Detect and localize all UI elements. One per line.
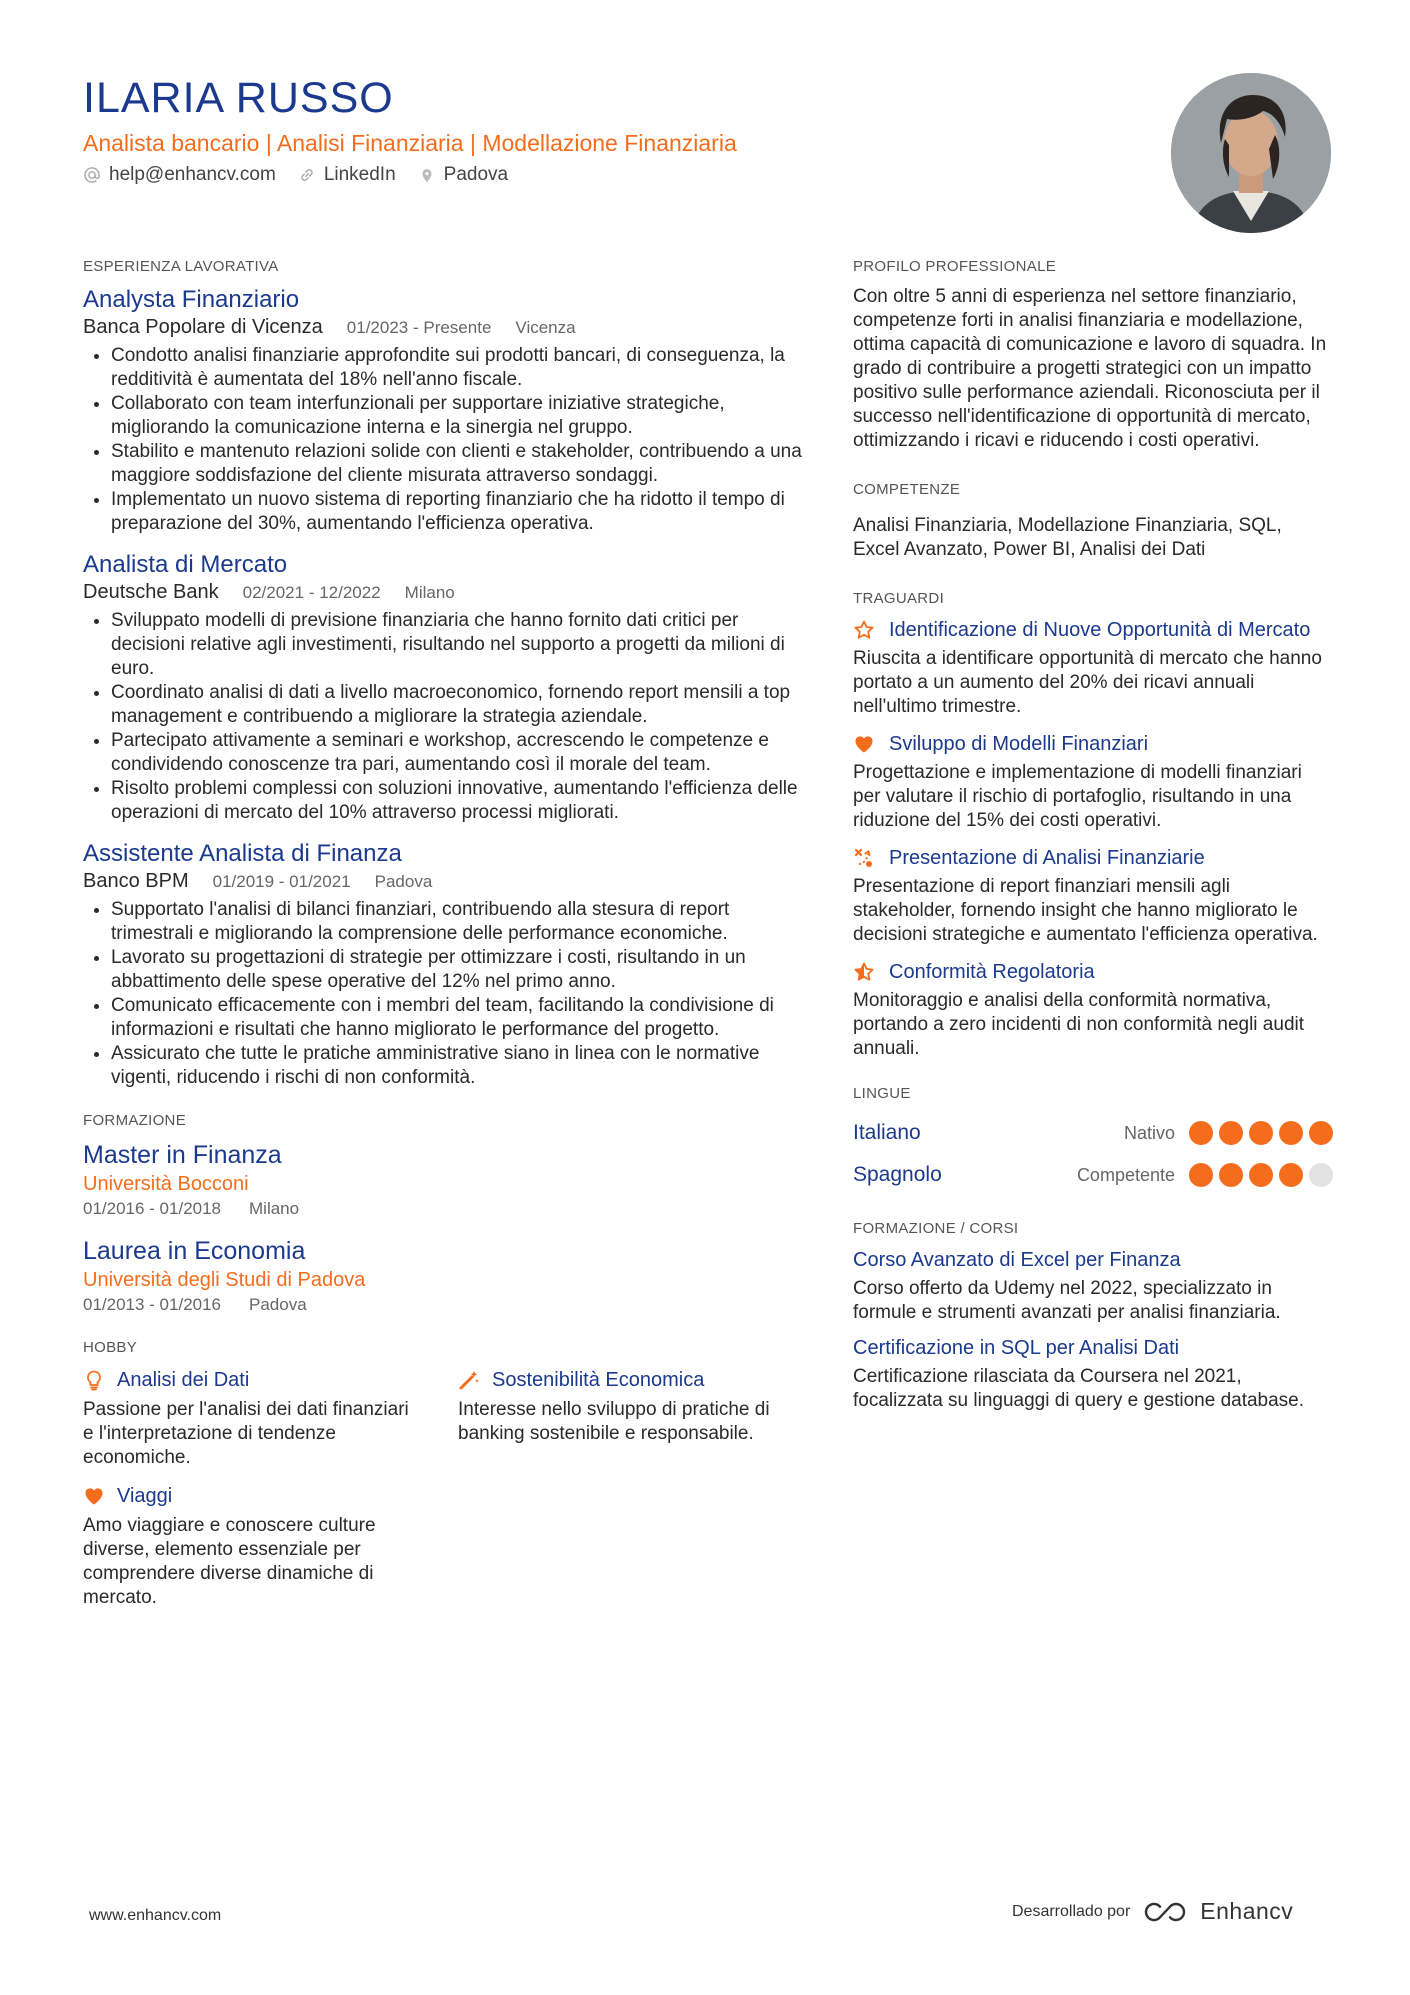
achievement-description: Presentazione di report finanziari mensili agli stakeholder, fornendo insight che hanno migliorato le decisioni strategiche e aumentato l'efficienza operativa. — [853, 876, 1318, 945]
headline: Analista bancario | Analisi Finanziaria | Modellazione Finanziaria — [83, 130, 737, 156]
rating-dot-filled — [1189, 1121, 1213, 1145]
job-bullets — [83, 609, 803, 825]
right-column — [853, 258, 1333, 1423]
language-row — [853, 1154, 1333, 1196]
contact-list — [83, 164, 1143, 186]
education-meta — [83, 1293, 803, 1317]
achievements-section-title: TRAGUARDI — [853, 590, 945, 607]
company-name: Banco BPM — [83, 870, 189, 892]
course-description: Corso offerto da Udemy nel 2022, specializzato in formule e strumenti avanzati per analisi finanziaria. — [853, 1278, 1281, 1323]
education-section-title: FORMAZIONE — [83, 1112, 186, 1129]
star-half-icon — [853, 961, 875, 983]
bullet-item: • Condotto analisi finanziarie approfondite sui prodotti bancari, di conseguenza, la redditività è aumentata del 18% nell'anno fiscale. — [111, 344, 803, 392]
degree-title: Master in Finanza — [83, 1141, 282, 1169]
hobby-description: Interesse nello sviluppo di pratiche di banking sostenibile e responsabile. — [458, 1399, 770, 1444]
at-icon — [83, 166, 101, 184]
bullet-item: • Risolto problemi complessi con soluzioni innovative, aumentando l'efficienza delle operazioni di mercato del 10% attraverso processi migliorati. — [111, 777, 803, 825]
achievement-title: Identificazione di Nuove Opportunità di Mercato — [889, 619, 1311, 641]
course-description: Certificazione rilasciata da Coursera nel 2021, focalizzata su linguaggi di query e gestione database. — [853, 1366, 1305, 1411]
job-dates: 01/2019 - 01/2021 — [212, 872, 351, 891]
achievement-title: Sviluppo di Modelli Finanziari — [889, 733, 1149, 755]
bullet-item: • Partecipato attivamente a seminari e workshop, accrescendo le competenze e condividendo conoscenze tra pari, aumentando così il morale del team. — [111, 729, 803, 777]
education-dates: 01/2016 - 01/2018 — [83, 1199, 222, 1218]
contact-email[interactable] — [83, 164, 276, 186]
education-entry — [83, 1235, 803, 1317]
achievement-description: Progettazione e implementazione di modelli finanziari per valutare il rischio di portafoglio, risultando in una riduzione del 15% dei costi operativi. — [853, 762, 1302, 831]
education-location: Padova — [249, 1295, 307, 1314]
school-name: Università Bocconi — [83, 1173, 249, 1195]
job-entry — [83, 550, 803, 825]
achievement-item — [853, 731, 1333, 833]
degree-title: Laurea in Economia — [83, 1237, 306, 1265]
achievement-description: Riuscita a identificare opportunità di mercato che hanno portato a un aumento del 20% dei ricavi annuali nell'ultimo trimestre. — [853, 648, 1322, 717]
course-item — [853, 1335, 1333, 1413]
bullet-item: • Sviluppato modelli di previsione finanziaria che hanno fornito dati critici per decisioni relative agli investimenti, risultando nel supporto a progetti da milioni di euro. — [111, 609, 803, 681]
job-location: Vicenza — [515, 318, 576, 337]
contact-location — [418, 164, 508, 186]
achievement-item — [853, 959, 1333, 1061]
left-column — [83, 258, 803, 1622]
footer-website[interactable]: www.enhancv.com — [89, 1907, 222, 1924]
rating-dot-filled — [1219, 1163, 1243, 1187]
job-bullets — [83, 344, 803, 536]
candidate-name: ILARIA RUSSO — [83, 74, 394, 122]
languages-section-title: LINGUE — [853, 1085, 911, 1102]
hobby-list — [83, 1366, 803, 1622]
hobby-title: Viaggi — [117, 1485, 173, 1507]
company-name: Deutsche Bank — [83, 581, 219, 603]
language-row — [853, 1112, 1333, 1154]
courses-section-title: FORMAZIONE / CORSI — [853, 1220, 1019, 1237]
achievement-item — [853, 845, 1333, 947]
hobby-item — [83, 1366, 418, 1470]
rating-dot-filled — [1279, 1121, 1303, 1145]
achievement-title: Conformità Regolatoria — [889, 961, 1095, 983]
job-meta — [83, 580, 803, 605]
education-dates: 01/2013 - 01/2016 — [83, 1295, 222, 1314]
contact-linkedin[interactable] — [298, 164, 396, 186]
skills-list: Analisi Finanziaria, Modellazione Finanziaria, SQL, Excel Avanzato, Power BI, Analisi dei Dati — [853, 515, 1282, 560]
linkedin-text: LinkedIn — [323, 164, 396, 185]
heart-icon — [853, 733, 875, 755]
rating-dot-empty — [1309, 1163, 1333, 1187]
bullet-item: • Implementato un nuovo sistema di reporting finanziario che ha ridotto il tempo di preparazione del 30%, aumentando l'efficienza operativa. — [111, 488, 803, 536]
experience-section-title: ESPERIENZA LAVORATIVA — [83, 258, 279, 275]
magic-wand-icon — [458, 1369, 480, 1391]
hobby-title: Analisi dei Dati — [117, 1369, 250, 1391]
education-entry — [83, 1139, 803, 1221]
job-location: Padova — [374, 872, 433, 891]
job-location: Milano — [404, 583, 455, 602]
heart-icon — [83, 1485, 105, 1507]
job-title: Analista di Mercato — [83, 551, 288, 578]
hobby-section-title: HOBBY — [83, 1339, 138, 1356]
course-item — [853, 1247, 1333, 1325]
education-location: Milano — [249, 1199, 300, 1218]
job-bullets — [83, 898, 803, 1090]
job-meta — [83, 869, 803, 894]
rating-dot-filled — [1309, 1121, 1333, 1145]
hobby-description: Amo viaggiare e conoscere culture diverse, elemento essenziale per comprendere diverse dinamiche di mercato. — [83, 1515, 376, 1608]
bullet-item: • Stabilito e mantenuto relazioni solide con clienti e stakeholder, contribuendo a una maggiore soddisfazione del cliente misurata attraverso sondaggi. — [111, 440, 803, 488]
bullet-item: • Comunicato efficacemente con i membri del team, facilitando la condivisione di informazioni e risultati che hanno migliorato le performance del progetto. — [111, 994, 803, 1042]
rating-dot-filled — [1279, 1163, 1303, 1187]
brand-name: Enhancv — [1200, 1898, 1294, 1924]
job-entry — [83, 285, 803, 536]
achievement-description: Monitoraggio e analisi della conformità normativa, portando a zero incidenti di non conformità negli audit annuali. — [853, 990, 1305, 1059]
bullet-item: • Supportato l'analisi di bilanci finanziari, contribuendo alla stesura di report trimestrali e migliorando la comprensione delle performance economiche. — [111, 898, 803, 946]
company-name: Banca Popolare di Vicenza — [83, 316, 323, 338]
link-icon — [298, 166, 316, 184]
language-rating — [1189, 1121, 1333, 1145]
rating-dot-filled — [1249, 1163, 1273, 1187]
enhancv-logo-icon — [1142, 1899, 1188, 1925]
rating-dot-filled — [1249, 1121, 1273, 1145]
course-title: Certificazione in SQL per Analisi Dati — [853, 1337, 1180, 1359]
hobby-item — [83, 1482, 418, 1610]
lightbulb-icon — [83, 1369, 105, 1391]
bullet-item: • Collaborato con team interfunzionali per supportare iniziative strategiche, migliorando la comunicazione interna e la sinergia nel gruppo. — [111, 392, 803, 440]
strategy-icon — [853, 847, 875, 869]
hobby-item — [458, 1366, 793, 1470]
location-pin-icon — [418, 166, 436, 184]
rating-dot-filled — [1189, 1163, 1213, 1187]
footer-branding — [1012, 1898, 1293, 1925]
profile-summary: Con oltre 5 anni di esperienza nel settore finanziario, competenze forti in analisi finanziaria e modellazione, ottima capacità di comunicazione e lavoro di squadra. In grado di contribuire a progetti strategici con un impatto positivo sulle performance aziendali. Riconosciuta per il successo nell'identificazione di opportunità di mercato, ottimizzando i ricavi e riducendo i costi operativi. — [853, 286, 1327, 451]
email-text: help@enhancv.com — [109, 164, 276, 185]
hobby-title: Sostenibilità Economica — [492, 1369, 705, 1391]
achievement-title: Presentazione di Analisi Finanziarie — [889, 847, 1205, 869]
job-title: Analysta Finanziario — [83, 286, 300, 313]
star-outline-icon — [853, 619, 875, 641]
profile-photo — [1171, 73, 1331, 233]
language-rating — [1189, 1163, 1333, 1187]
job-meta — [83, 315, 803, 340]
job-dates: 01/2023 - Presente — [346, 318, 492, 337]
language-level: Competente — [1076, 1164, 1175, 1185]
bullet-item: • Coordinato analisi di dati a livello macroeconomico, fornendo report mensili a top management e contribuendo a migliorare la strategia aziendale. — [111, 681, 803, 729]
portrait-image — [1171, 73, 1331, 233]
profile-section-title: PROFILO PROFESSIONALE — [853, 258, 1057, 275]
job-title: Assistente Analista di Finanza — [83, 840, 402, 867]
powered-by-text: Desarrollado por — [1012, 1902, 1131, 1920]
achievement-item — [853, 617, 1333, 719]
course-title: Corso Avanzato di Excel per Finanza — [853, 1249, 1181, 1271]
header — [83, 72, 1143, 186]
rating-dot-filled — [1219, 1121, 1243, 1145]
bullet-item: • Assicurato che tutte le pratiche amministrative siano in linea con le normative vigenti, riducendo i rischi di non conformità. — [111, 1042, 803, 1090]
bullet-item: • Lavorato su progettazioni di strategie per ottimizzare i costi, risultando in un abbattimento delle spese operative del 12% nel primo anno. — [111, 946, 803, 994]
education-meta — [83, 1197, 803, 1221]
school-name: Università degli Studi di Padova — [83, 1269, 366, 1291]
hobby-description: Passione per l'analisi dei dati finanziari e l'interpretazione di tendenze economiche. — [83, 1399, 409, 1468]
job-dates: 02/2021 - 12/2022 — [242, 583, 381, 602]
language-name: Spagnolo — [853, 1163, 942, 1186]
location-text: Padova — [443, 164, 509, 185]
skills-section-title: COMPETENZE — [853, 481, 961, 498]
job-entry — [83, 839, 803, 1090]
language-level: Nativo — [1123, 1122, 1175, 1143]
language-name: Italiano — [853, 1121, 921, 1144]
